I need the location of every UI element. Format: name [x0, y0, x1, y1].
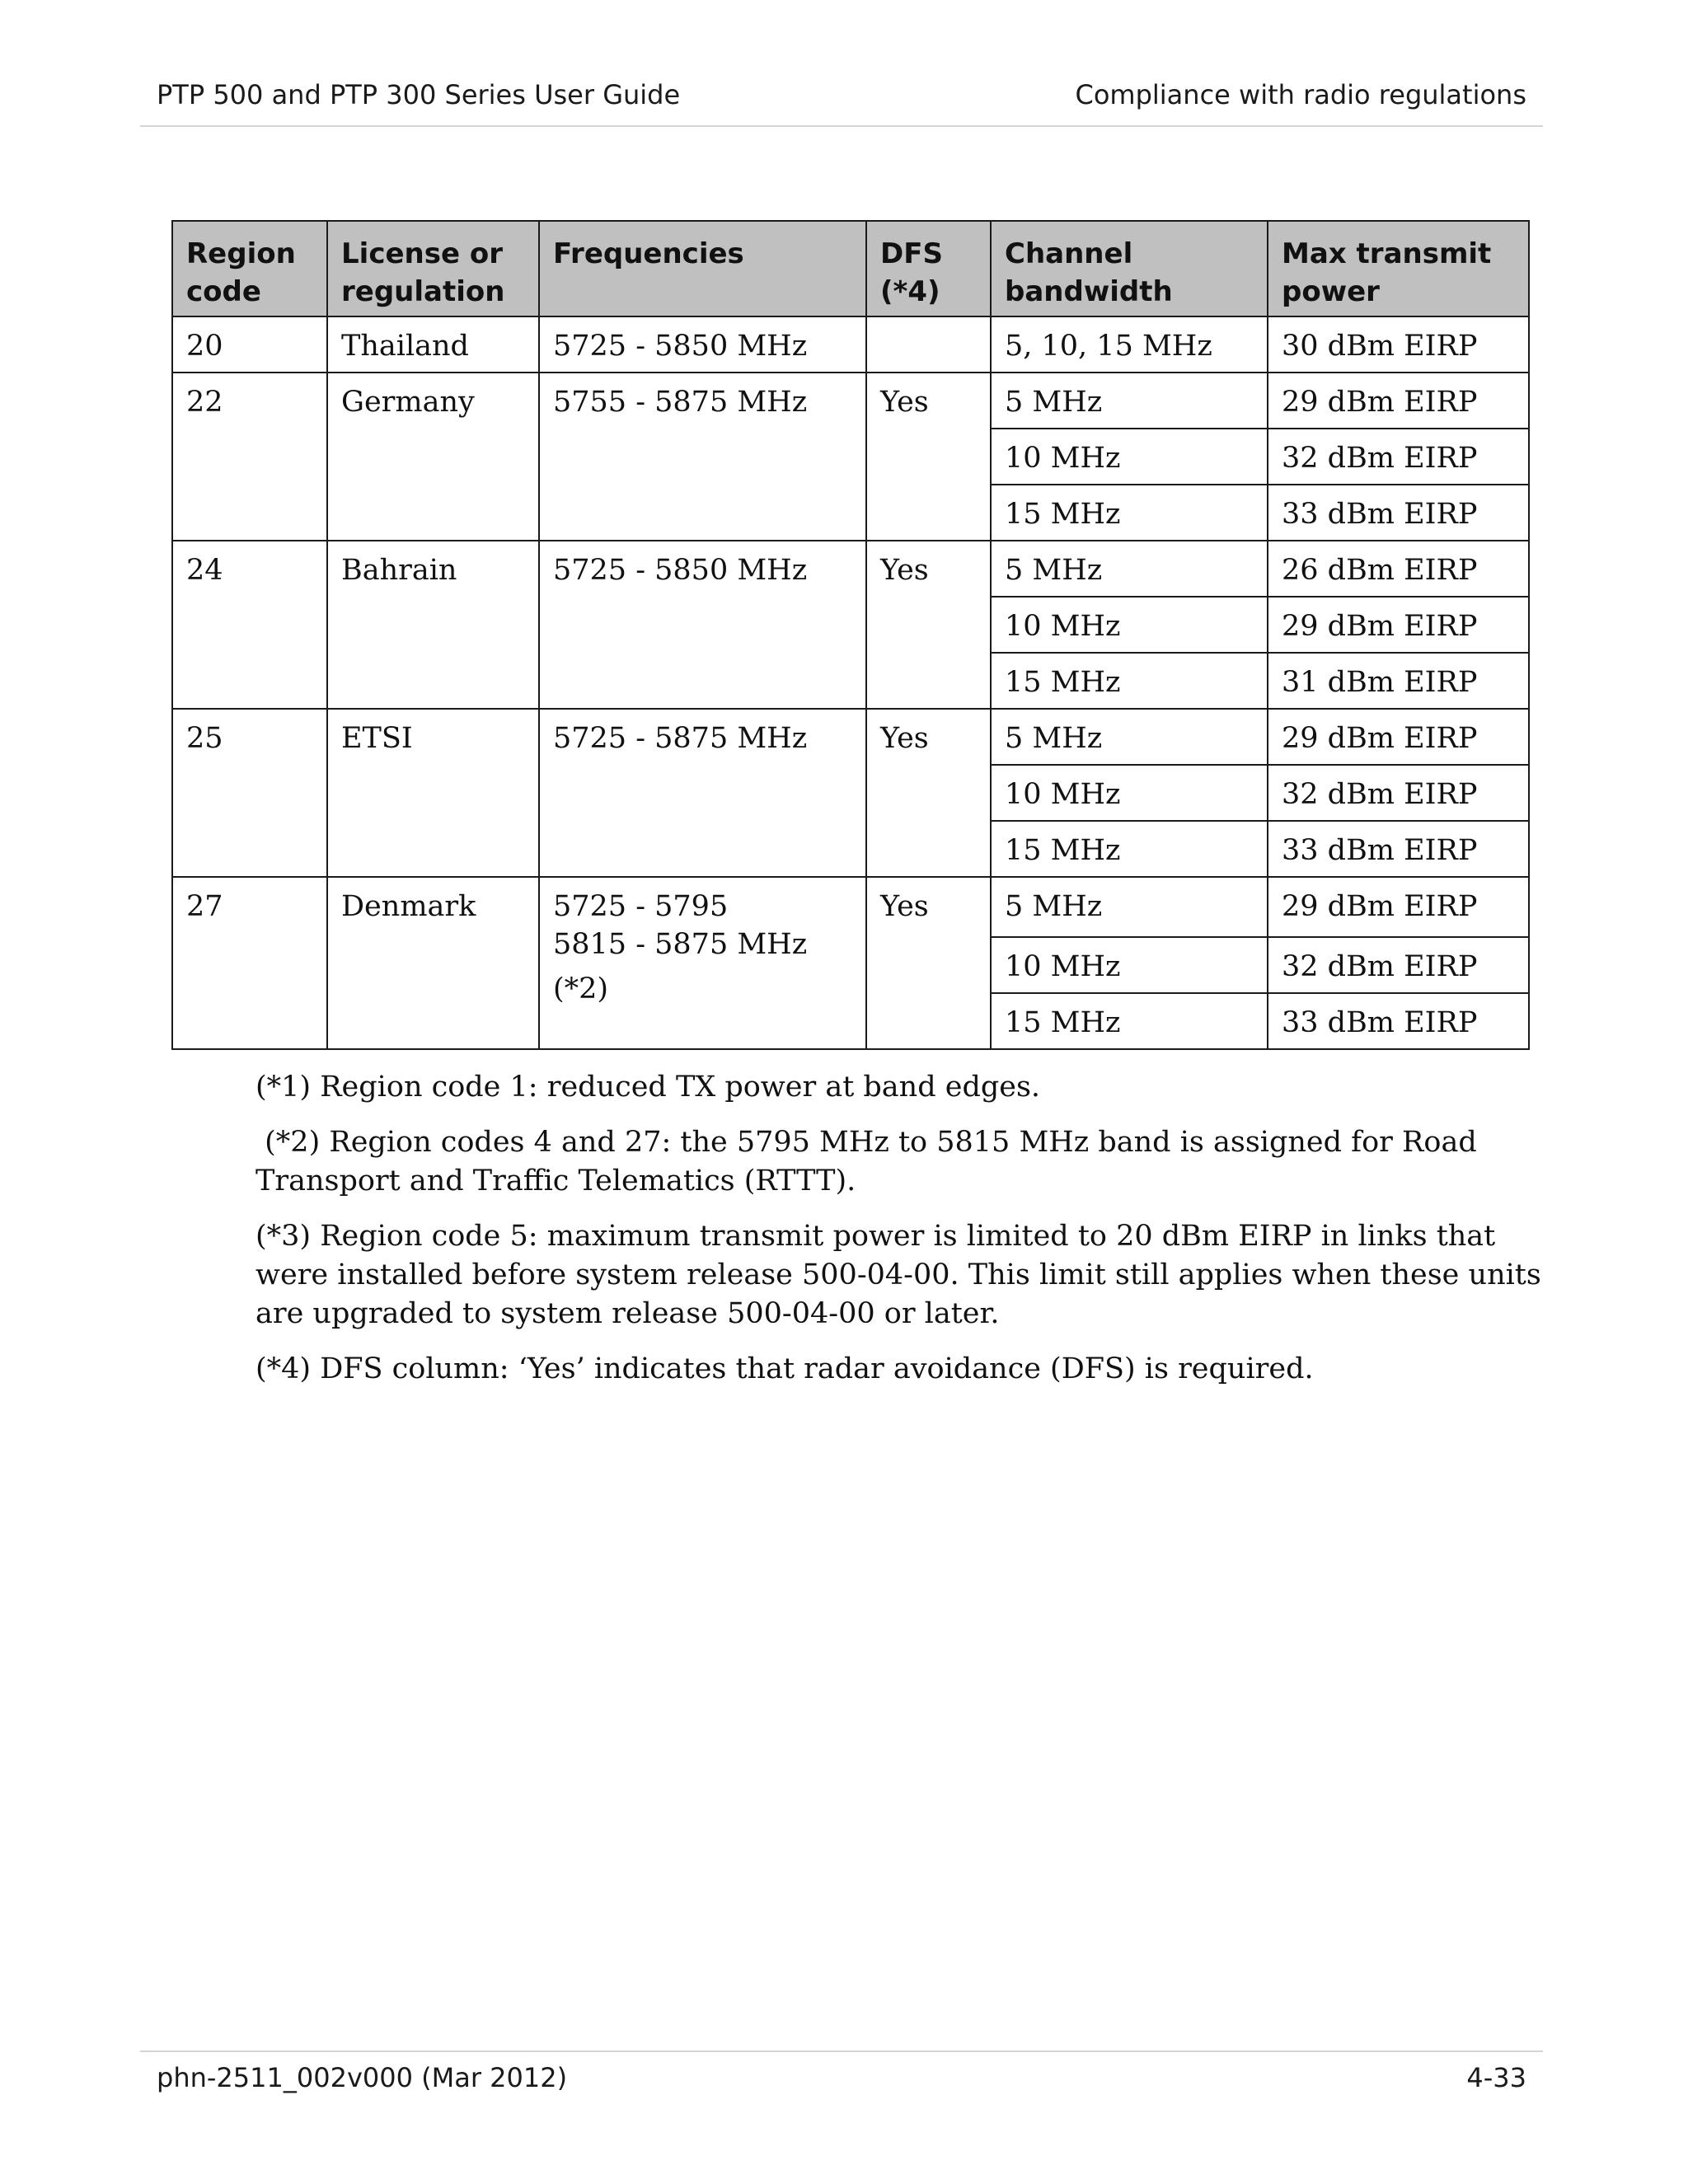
table-row: [172, 316, 1529, 373]
dfs-cell: Yes: [866, 877, 991, 1049]
section-title: Compliance with radio regulations: [1075, 79, 1526, 110]
frequencies-cell: 5725 - 5850 MHz: [539, 316, 866, 373]
table-row: [172, 373, 1529, 429]
frequency-range-1: 5725 - 5795: [553, 890, 729, 923]
power-cell: 30 dBm EIRP: [1268, 316, 1529, 373]
document-id: phn-2511_002v000 (Mar 2012): [157, 2062, 568, 2093]
power-cell: 33 dBm EIRP: [1268, 821, 1529, 877]
bandwidth-cell: 15 MHz: [991, 821, 1268, 877]
bandwidth-cell: 15 MHz: [991, 485, 1268, 541]
power-cell: 29 dBm EIRP: [1268, 877, 1529, 937]
dfs-cell: Yes: [866, 541, 991, 709]
bandwidth-cell: 5 MHz: [991, 373, 1268, 429]
footnote-3: (*3) Region code 5: maximum transmit power is limited to 20 dBm EIRP in links that were installed before system release 500-04-00. This limit still applies when these units are upgraded to system release 500-04-00 or later.: [256, 1220, 1541, 1330]
region-code-cell: 22: [172, 373, 327, 541]
header-max-power: Max transmit power: [1268, 221, 1529, 316]
header-region-code: Region code: [172, 221, 327, 316]
bandwidth-cell: 15 MHz: [991, 993, 1268, 1049]
header-dfs: DFS (*4): [866, 221, 991, 316]
license-cell: Thailand: [327, 316, 539, 373]
frequencies-cell: 5725 - 5850 MHz: [539, 541, 866, 709]
footnotes: [256, 1068, 1541, 1405]
header-frequencies: Frequencies: [539, 221, 866, 316]
table-row: [172, 541, 1529, 597]
region-code-cell: 20: [172, 316, 327, 373]
power-cell: 31 dBm EIRP: [1268, 653, 1529, 709]
frequencies-cell: 5725 - 5875 MHz: [539, 709, 866, 877]
bandwidth-cell: 5 MHz: [991, 877, 1268, 937]
header-channel-bandwidth: Channel bandwidth: [991, 221, 1268, 316]
bandwidth-cell: 15 MHz: [991, 653, 1268, 709]
bandwidth-cell: 5, 10, 15 MHz: [991, 316, 1268, 373]
license-cell: Bahrain: [327, 541, 539, 709]
footnote-2: (*2) Region codes 4 and 27: the 5795 MHz to 5815 MHz band is assigned for Road Transport and Traffic Telematics (RTTT).: [256, 1126, 1486, 1197]
region-code-cell: 25: [172, 709, 327, 877]
page-footer: [140, 2050, 1543, 2102]
document-title: PTP 500 and PTP 300 Series User Guide: [157, 79, 681, 110]
power-cell: 32 dBm EIRP: [1268, 765, 1529, 821]
header-license: License or regulation: [327, 221, 539, 316]
power-cell: 32 dBm EIRP: [1268, 937, 1529, 993]
bandwidth-cell: 5 MHz: [991, 541, 1268, 597]
bandwidth-cell: 10 MHz: [991, 429, 1268, 485]
frequencies-cell: [539, 877, 866, 1049]
license-cell: Denmark: [327, 877, 539, 1049]
bandwidth-cell: 10 MHz: [991, 597, 1268, 653]
dfs-cell: Yes: [866, 373, 991, 541]
table-header-row: [172, 221, 1529, 316]
bandwidth-cell: 10 MHz: [991, 937, 1268, 993]
power-cell: 29 dBm EIRP: [1268, 709, 1529, 765]
footnote-1: (*1) Region code 1: reduced TX power at band edges.: [256, 1071, 1041, 1104]
page-number: 4-33: [1466, 2062, 1526, 2093]
bandwidth-cell: 10 MHz: [991, 765, 1268, 821]
license-cell: Germany: [327, 373, 539, 541]
power-cell: 29 dBm EIRP: [1268, 373, 1529, 429]
region-code-cell: 24: [172, 541, 327, 709]
power-cell: 33 dBm EIRP: [1268, 993, 1529, 1049]
power-cell: 32 dBm EIRP: [1268, 429, 1529, 485]
region-code-table: [171, 220, 1530, 1050]
license-cell: ETSI: [327, 709, 539, 877]
power-cell: 26 dBm EIRP: [1268, 541, 1529, 597]
table-row: [172, 877, 1529, 937]
page-header: [140, 76, 1543, 127]
power-cell: 33 dBm EIRP: [1268, 485, 1529, 541]
power-cell: 29 dBm EIRP: [1268, 597, 1529, 653]
frequency-footnote-ref: (*2): [553, 972, 609, 1005]
region-code-cell: 27: [172, 877, 327, 1049]
footnote-4: (*4) DFS column: ‘Yes’ indicates that radar avoidance (DFS) is required.: [256, 1352, 1314, 1385]
dfs-cell: [866, 316, 991, 373]
dfs-cell: Yes: [866, 709, 991, 877]
bandwidth-cell: 5 MHz: [991, 709, 1268, 765]
table-row: [172, 709, 1529, 765]
frequencies-cell: 5755 - 5875 MHz: [539, 373, 866, 541]
frequency-range-2: 5815 - 5875 MHz: [553, 928, 808, 961]
